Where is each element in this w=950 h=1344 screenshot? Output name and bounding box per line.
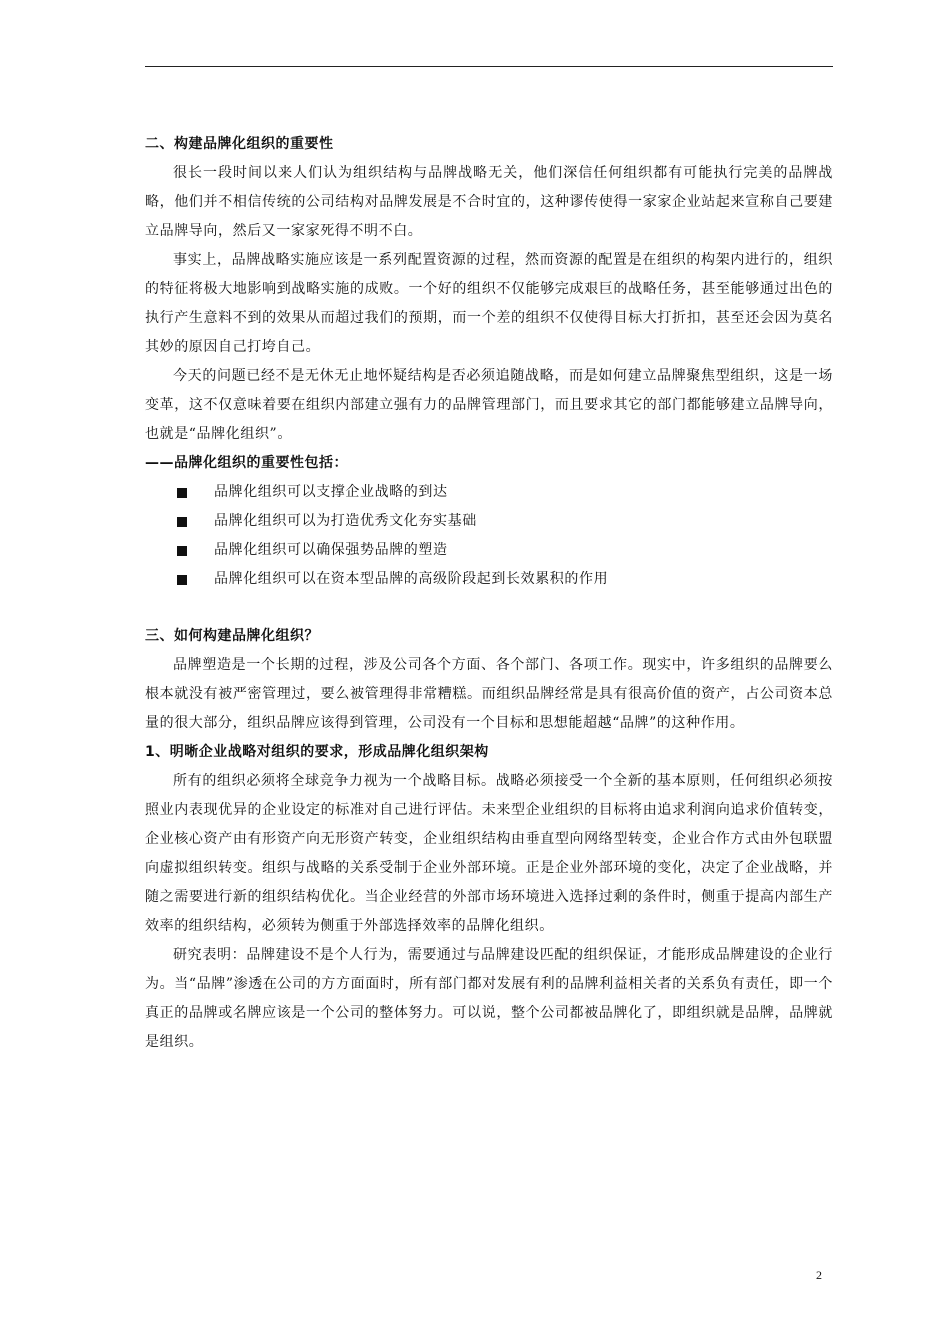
square-bullet-icon [177,517,187,527]
square-bullet-icon [177,575,187,585]
list-item-text: 品牌化组织可以确保强势品牌的塑造 [214,542,448,558]
subsection-1-heading: 1、明晰企业战略对组织的要求，形成品牌化组织架构 [145,744,489,760]
list-item-text: 品牌化组织可以为打造优秀文化夯实基础 [214,513,477,529]
document-body [145,130,833,1057]
section-2-heading: 二、构建品牌化组织的重要性 [145,136,334,152]
square-bullet-icon [177,546,187,556]
section-3-heading: 三、如何构建品牌化组织？ [145,628,319,644]
list-item [177,507,833,536]
section-2-paragraph-1: 很长一段时间以来人们认为组织结构与品牌战略无关，他们深信任何组织都有可能执行完美的品牌战略，他们并不相信传统的公司结构对品牌发展是不合时宜的，这种谬传使得一家家企业站起来宣称自己要建立品牌导向，然后又一家家死得不明不白。 [145,165,833,239]
section-gap [145,594,833,622]
importance-list [145,478,833,594]
section-3-intro: 品牌塑造是一个长期的过程，涉及公司各个方面、各个部门、各项工作。现实中，许多组织的品牌要么根本就没有被严密管理过，要么被管理得非常糟糕。而组织品牌经常是具有很高价值的资产，占公司资本总量的很大部分，组织品牌应该得到管理，公司没有一个目标和思想能超越“品牌”的这种作用。 [145,657,833,731]
list-item-text: 品牌化组织可以在资本型品牌的高级阶段起到长效累积的作用 [214,571,609,587]
list-item [177,565,833,594]
section-2-paragraph-3: 今天的问题已经不是无休无止地怀疑结构是否必须追随战略，而是如何建立品牌聚焦型组织，这是一场变革，这不仅意味着要在组织内部建立强有力的品牌管理部门，而且要求其它的部门都能够建立品牌导向，也就是“品牌化组织”。 [145,368,833,442]
importance-heading: ——品牌化组织的重要性包括： [145,455,348,471]
header-rule [145,66,833,67]
square-bullet-icon [177,488,187,498]
list-item-text: 品牌化组织可以支撑企业战略的到达 [214,484,448,500]
page-number: 2 [816,1268,822,1282]
list-item [177,536,833,565]
subsection-1-paragraph-1: 所有的组织必须将全球竞争力视为一个战略目标。战略必须接受一个全新的基本原则，任何组织必须按照业内表现优异的企业设定的标准对自己进行评估。未来型企业组织的目标将由追求利润向追求价值转变，企业核心资产由有形资产向无形资产转变，企业组织结构由垂直型向网络型转变，企业合作方式由外包联盟向虚拟组织转变。组织与战略的关系受制于企业外部环境。正是企业外部环境的变化，决定了企业战略，并随之需要进行新的组织结构优化。当企业经营的外部市场环境进入选择过剩的条件时，侧重于提高内部生产效率的组织结构，必须转为侧重于外部选择效率的品牌化组织。 [145,773,833,934]
list-item [177,478,833,507]
subsection-1-paragraph-2: 研究表明：品牌建设不是个人行为，需要通过与品牌建设匹配的组织保证，才能形成品牌建设的企业行为。当“品牌”渗透在公司的方方面面时，所有部门都对发展有利的品牌利益相关者的关系负有责任，即一个真正的品牌或名牌应该是一个公司的整体努力。可以说，整个公司都被品牌化了，即组织就是品牌，品牌就是组织。 [145,947,833,1050]
section-2-paragraph-2: 事实上，品牌战略实施应该是一系列配置资源的过程，然而资源的配置是在组织的构架内进行的，组织的特征将极大地影响到战略实施的成败。一个好的组织不仅能够完成艰巨的战略任务，甚至能够通过出色的执行产生意料不到的效果从而超过我们的预期，而一个差的组织不仅使得目标大打折扣，甚至还会因为莫名其妙的原因自己打垮自己。 [145,252,833,355]
